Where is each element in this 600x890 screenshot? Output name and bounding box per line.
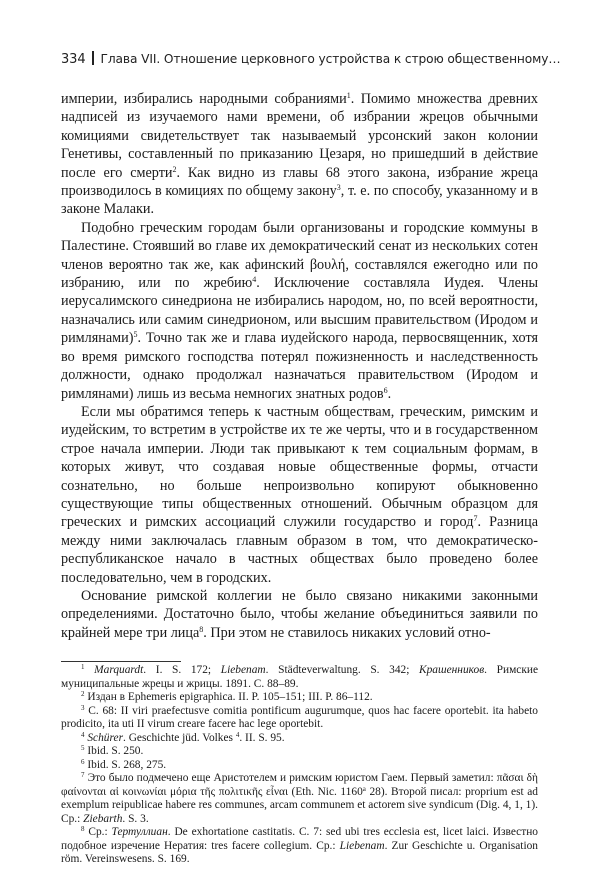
paragraph <box>61 90 538 219</box>
text-run: Издан в Ephemeris epigraphica. II. P. 105–151; III. P. 86–112. <box>84 691 373 703</box>
footnote <box>61 759 538 773</box>
footnote-ref: 5 <box>133 330 138 340</box>
paragraph <box>61 587 538 642</box>
running-head <box>61 51 561 67</box>
text-run: Основание римской коллегии не было связано никакими законными определениями. Достаточно было, чтобы желание объединиться заявили по крайней мере три лица <box>61 587 538 641</box>
footnote-ref: 8 <box>81 825 85 833</box>
text-run: Ibid. S. 268, 275. <box>84 758 167 771</box>
footnote-ref: 8 <box>199 624 204 634</box>
footnote-ref: 1 <box>346 91 351 100</box>
footnote-ref: 3 <box>81 703 85 712</box>
text-run: 28). Второй писал: proprium est ad exemplum reipublicae habere res communes, arcam communem et actorem sive syndicum (Dig. 4, 1, 1). Ср.: <box>61 785 539 825</box>
text-run: Ibid. S. 250. <box>84 745 144 757</box>
header-divider <box>92 51 94 65</box>
footnote <box>61 826 538 867</box>
footnote <box>61 664 538 691</box>
text-run: . S. 3. <box>122 812 149 825</box>
author-name: Liebenam <box>220 664 266 676</box>
paragraph <box>61 219 538 403</box>
main-text <box>61 90 538 642</box>
footnote-ref: 1 <box>81 663 85 671</box>
text-run: C. 68: II viri praefectusve comitia pontificum augurumque, quos hac facere oportebit. ita habeto prodicito, ita uti II virum creare facere hac lege oportebit. <box>61 704 538 730</box>
author-name: Тертуллиан <box>111 826 168 838</box>
footnote-ref: 6 <box>383 385 388 395</box>
text-run: . De exhortatione castitatis. C. 7: sed ubi tres ecclesia est, licet laici. Известно подобное изречение Нератия: tres facere collegium. Ср.: <box>61 826 538 852</box>
footnote <box>61 705 538 732</box>
footnote-ref: 5 <box>81 744 85 752</box>
author-name: Ziebarth <box>83 812 123 825</box>
text-run: . При этом не ставилось никаких условий отно- <box>203 624 491 641</box>
author-name: Крашенников <box>419 664 485 676</box>
footnote <box>61 745 538 759</box>
footnote-ref: 2 <box>172 164 177 174</box>
footnote-ref: 4 <box>81 730 85 739</box>
text-run: . Точно так же и глава иудейского народа, первосвященник, хотя во время римского господства потерял пожизненность и наследственность должности, однако продолжал назначаться правительством (Иродом и римлянами) лишь из весьма немногих знатных родов <box>61 330 538 402</box>
text-run: . Geschichte jüd. Volkes <box>123 731 236 744</box>
text-run: . Исключение составляла Иудея. Члены иерусалимского синедриона не избирались народом, но, по всей вероятности, назначались или самим синедрионом, или высшим правительством (Иродом и римлянами) <box>61 275 538 347</box>
footnote <box>61 772 538 826</box>
footnote-separator <box>61 661 181 662</box>
footnote-ref: 6 <box>81 757 85 766</box>
text-run: . II. S. 95. <box>239 731 285 744</box>
footnote <box>61 691 538 705</box>
footnote-ref: 7 <box>81 771 85 779</box>
text-run: . I. S. 172; <box>143 664 221 676</box>
text-run: . Zur Geschichte u. Organisation röm. Vereinswesens. S. 169. <box>61 839 539 865</box>
text-run: . Разница между ними заключалась главным образом в том, что демократическо-республиканское начало в частных обществах было проведено более последовательно, чем в городских. <box>61 514 538 586</box>
footnote-ref: 4 <box>252 275 257 285</box>
author-name: Liebenam <box>339 839 385 852</box>
text-run: Подобно греческим городам были организованы и городские коммуны в Палестине. Стоявший во главе их демократический сенат из нескольких сотен членов вероятно так же, как афинский βουλή, составлялся ежегодно или по избранию, или по жребию <box>61 219 538 292</box>
text-run: . <box>387 385 392 402</box>
footnote-ref: 2 <box>81 690 85 698</box>
text-run: , т. е. по способу, указанному и в законе Малаки. <box>61 183 538 218</box>
paragraph <box>61 403 538 587</box>
text-run: . Städteverwaltung. S. 342; <box>265 664 420 676</box>
footnote-ref: a <box>362 784 366 793</box>
footnote <box>61 732 538 746</box>
chapter-title: Глава VII. Отношение церковного устройства к строю общественному… <box>100 52 561 66</box>
text-run: Ср.: <box>84 826 112 838</box>
footnotes <box>61 664 538 867</box>
text-run: Это было подмечено еще Аристотелем и римским юристом Гаем. Первый заметил: πᾶσαι δὴ φαίνονται αἱ κοινωνίαι μόρια τῆς πολιτικῆς εἶναι (Eth. Nic. 1160 <box>61 772 538 798</box>
text-run: . Римские муниципальные жрецы и жрицы. 1891. С. 88–89. <box>61 664 539 690</box>
page-number: 334 <box>61 52 86 67</box>
footnote-ref: 3 <box>336 183 341 193</box>
text-run: . Как видно из главы 68 этого закона, избрание жреца производилось в комициях по общему закону <box>61 164 539 200</box>
author-name: Marquardt <box>94 664 144 676</box>
text-run: . Помимо множества древних надписей из изучаемого нами времени, об избрании жрецов обычными комициями свидетельствует так называемый урсонский закон колонии Генетивы, составленный по приказанию Цезаря, но пришедший в действие после его смерти <box>61 91 538 181</box>
text-run: империи, избирались народными собраниями <box>61 91 347 107</box>
footnote-ref: 7 <box>473 514 478 524</box>
text-run: Если мы обратимся теперь к частным обществам, греческим, римским и иудейским, то встретим в устройстве их те же черты, что и в государственном строе начала империи. Люди так привыкают к тем социальным формам, в которых живут, что создавая новые общественные формы, отчасти сознательно, но больше непроизвольно копируют обыкновенно существующие типы общественных отношений. Обычным образцом для греческих и римских ассоциаций служили государство и город <box>61 403 538 531</box>
text-run <box>85 664 95 676</box>
footnote-ref: 4 <box>235 730 240 739</box>
author-name: Schürer <box>87 731 123 744</box>
